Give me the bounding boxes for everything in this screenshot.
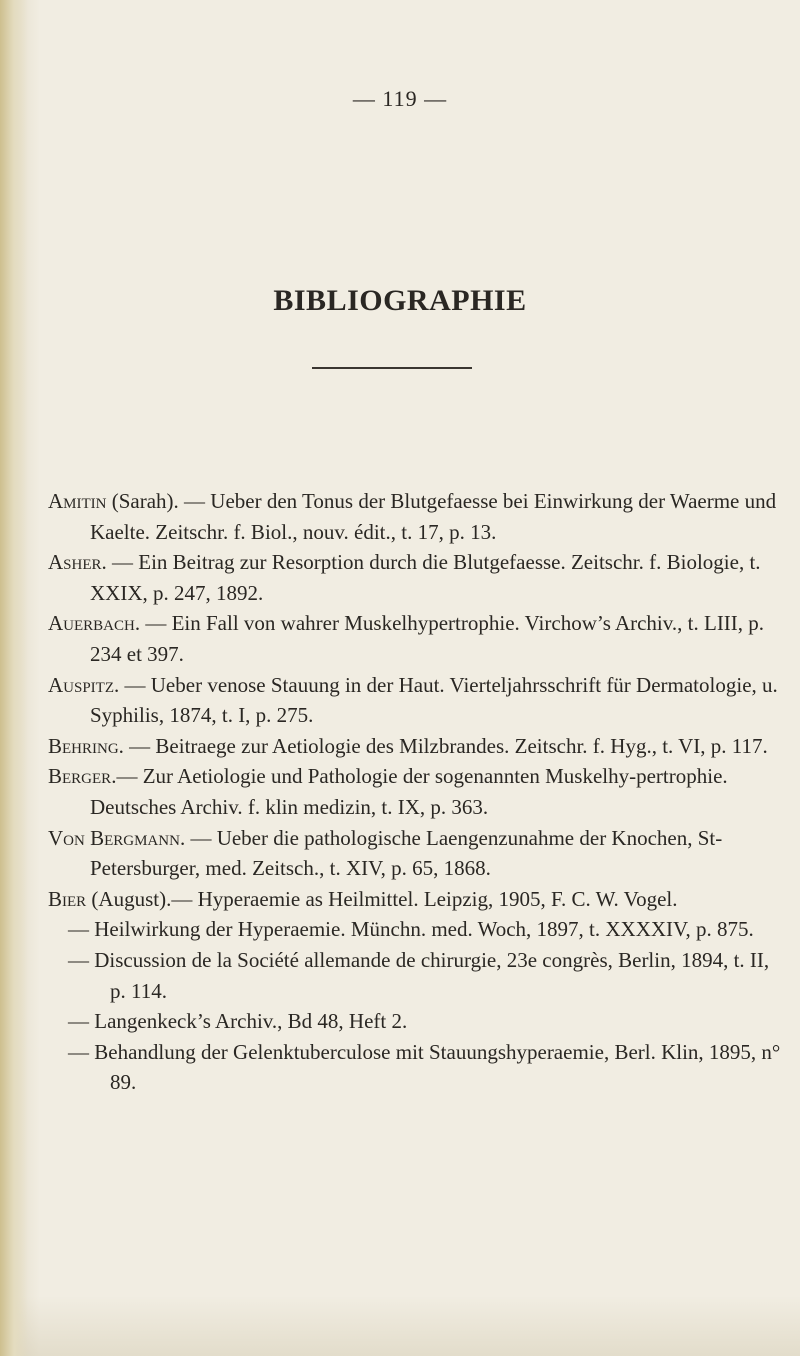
entry-author: Auerbach <box>48 611 135 636</box>
bibliography-entry <box>48 731 784 762</box>
bibliography-entry <box>48 823 784 884</box>
entry-text: . — Ueber venose Stauung in der Haut. Vierteljahrsschrift für Dermatologie, u. Syphilis, 1874, t. I, p. 275. <box>90 672 778 728</box>
bibliography-entry <box>48 547 784 608</box>
entry-text: — Heilwirkung der Hyperaemie. Münchn. med. Woch, 1897, t. XXXXIV, p. 875. <box>68 917 754 942</box>
bibliography-entry <box>48 914 784 945</box>
bibliography-entry <box>48 1006 784 1037</box>
bibliography-entry <box>48 608 784 669</box>
entry-text: (Sarah). — Ueber den Tonus der Blutgefaesse bei Einwirkung der Waerme und Kaelte. Zeitschr. f. Biol., nouv. édit., t. 17, p. 13. <box>90 489 777 544</box>
page-binding-edge <box>0 0 28 1356</box>
bibliography-entry <box>48 486 784 547</box>
entry-text: (August).— Hyperaemie as Heilmittel. Leipzig, 1905, F. C. W. Vogel. <box>86 886 678 911</box>
entry-author: Asher <box>48 550 102 575</box>
entry-text: . — Ein Beitrag zur Resorption durch die Blutgefaesse. Zeitschr. f. Biologie, t. XXIX, p. 247, 1892. <box>90 550 761 605</box>
bibliography-entry <box>48 884 784 915</box>
entry-text: — Langenkeck’s Archiv., Bd 48, Heft 2. <box>68 1009 408 1034</box>
bibliography-entry <box>48 945 784 1006</box>
bibliography-entry <box>48 670 784 731</box>
title-rule <box>312 367 472 369</box>
bibliography-entry <box>48 761 784 822</box>
entry-text: — Behandlung der Gelenktuberculose mit Stauungshyperaemie, Berl. Klin, 1895, n° 89. <box>68 1039 781 1095</box>
page-title: BIBLIOGRAPHIE <box>273 284 527 317</box>
entry-author: Auspitz <box>48 672 115 697</box>
bibliography-entry <box>48 1037 784 1098</box>
entry-author: Behring <box>48 733 119 758</box>
bibliography-list <box>48 486 784 1098</box>
entry-author: Berger <box>48 764 112 789</box>
entry-text: . — Beitraege zur Aetiologie des Milzbrandes. Zeitschr. f. Hyg., t. VI, p. 117. <box>118 733 768 758</box>
entry-text: .— Zur Aetiologie und Pathologie der sogenannten Muskelhy-pertrophie. Deutsches Archiv. f. klin medizin, t. IX, p. 363. <box>90 764 728 819</box>
entry-text: — Discussion de la Société allemande de chirurgie, 23e congrès, Berlin, 1894, t. II, p. 114. <box>68 947 770 1003</box>
entry-text: . — Ein Fall von wahrer Muskelhypertrophie. Virchow’s Archiv., t. LIII, p. 234 et 397. <box>90 611 765 666</box>
entry-author: Amitin <box>48 489 107 513</box>
entry-author: Bier <box>48 886 87 911</box>
page-number: — 119 — <box>352 86 448 111</box>
entry-text: . — Ueber die pathologische Laengenzunahme der Knochen, St-Petersburger, med. Zeitsch., t. XIV, p. 65, 1868. <box>90 825 723 881</box>
entry-author: Von Bergmann <box>48 825 180 850</box>
